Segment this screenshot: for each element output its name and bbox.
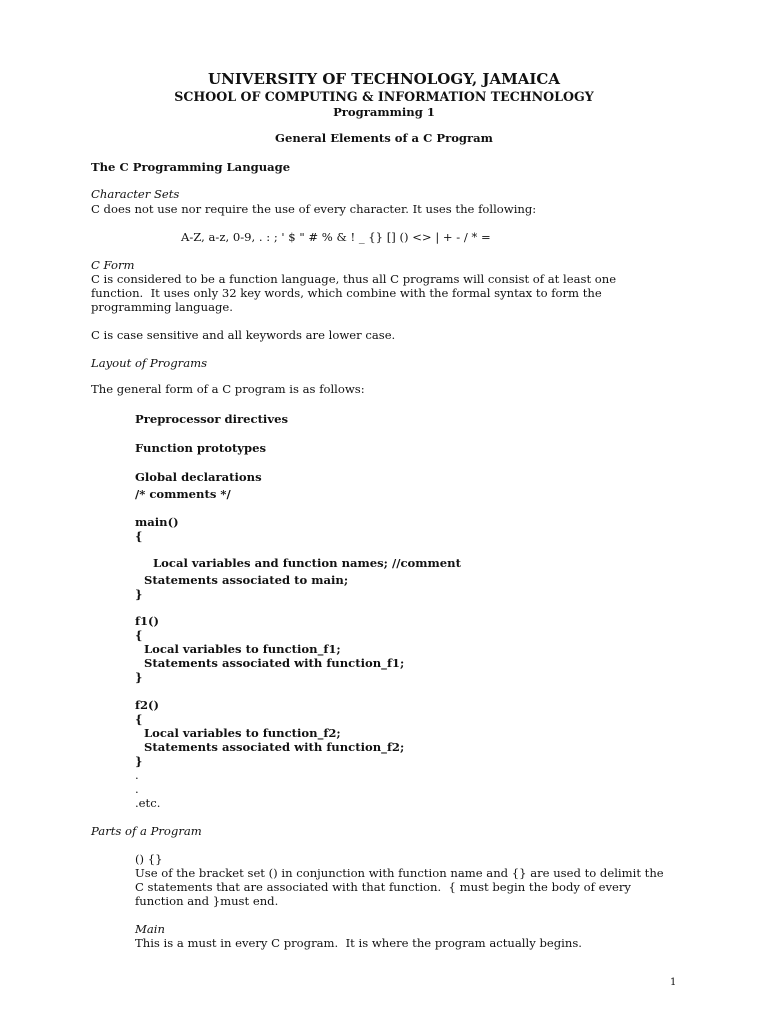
code-f2-statements: Statements associated with function_f2;: [144, 740, 405, 754]
code-f1-signature: f1(): [135, 614, 160, 628]
school-title: SCHOOL OF COMPUTING & INFORMATION TECHNOLOGY: [174, 89, 594, 104]
cform-line-2: function. It uses only 32 key words, which combine with the formal syntax to form the: [91, 286, 602, 300]
code-globals: Global declarations: [135, 470, 262, 484]
code-f1-statements: Statements associated with function_f1;: [144, 656, 405, 670]
main-heading: Main: [135, 922, 165, 936]
code-f2-locals: Local variables to function_f2;: [144, 726, 341, 740]
subheading-character-sets: Character Sets: [91, 187, 180, 201]
code-f2-signature: f2(): [135, 698, 160, 712]
code-f2-close-brace: }: [135, 754, 143, 768]
code-main-open-brace: {: [135, 529, 143, 543]
subheading-c-form: C Form: [91, 258, 135, 272]
code-ellipsis-dot-2: .: [135, 782, 139, 796]
main-text: This is a must in every C program. It is where the program actually begins.: [135, 936, 582, 950]
layout-intro: The general form of a C program is as follows:: [91, 382, 365, 396]
code-ellipsis-dot-1: .: [135, 768, 139, 782]
course-title: Programming 1: [333, 105, 435, 119]
code-comment: /* comments */: [135, 487, 231, 501]
cform-line-3: programming language.: [91, 300, 233, 314]
subheading-layout: Layout of Programs: [91, 356, 208, 370]
section-heading-language: The C Programming Language: [91, 160, 291, 174]
code-f2-open-brace: {: [135, 712, 143, 726]
case-sensitivity-note: C is case sensitive and all keywords are lower case.: [91, 328, 396, 342]
page-number: 1: [670, 977, 677, 988]
code-main-locals: Local variables and function names; //comment: [153, 556, 461, 570]
code-preprocessor: Preprocessor directives: [135, 412, 288, 426]
document-title: General Elements of a C Program: [275, 131, 493, 145]
brackets-line-1: Use of the bracket set () in conjunction with function name and {} are used to delimit the: [135, 866, 664, 880]
character-list: A-Z, a-z, 0-9, . : ; ' $ " # % & ! _ {} [] () <> | + - / * =: [181, 230, 491, 244]
brackets-line-2: C statements that are associated with that function. { must begin the body of every: [135, 880, 631, 894]
code-main-signature: main(): [135, 515, 179, 529]
code-main-close-brace: }: [135, 587, 143, 601]
subheading-parts: Parts of a Program: [91, 824, 202, 838]
cform-line-1: C is considered to be a function language, thus all C programs will consist of at least one: [91, 272, 617, 286]
code-prototypes: Function prototypes: [135, 441, 267, 455]
code-etc: .etc.: [135, 796, 161, 810]
code-f1-open-brace: {: [135, 628, 143, 642]
university-title: UNIVERSITY OF TECHNOLOGY, JAMAICA: [208, 70, 560, 88]
code-f1-locals: Local variables to function_f1;: [144, 642, 341, 656]
brackets-line-3: function and }must end.: [135, 894, 279, 908]
code-f1-close-brace: }: [135, 670, 143, 684]
brackets-label: () {}: [135, 852, 163, 866]
code-main-statements: Statements associated to main;: [144, 573, 349, 587]
charsets-text: C does not use nor require the use of every character. It uses the following:: [91, 202, 537, 216]
